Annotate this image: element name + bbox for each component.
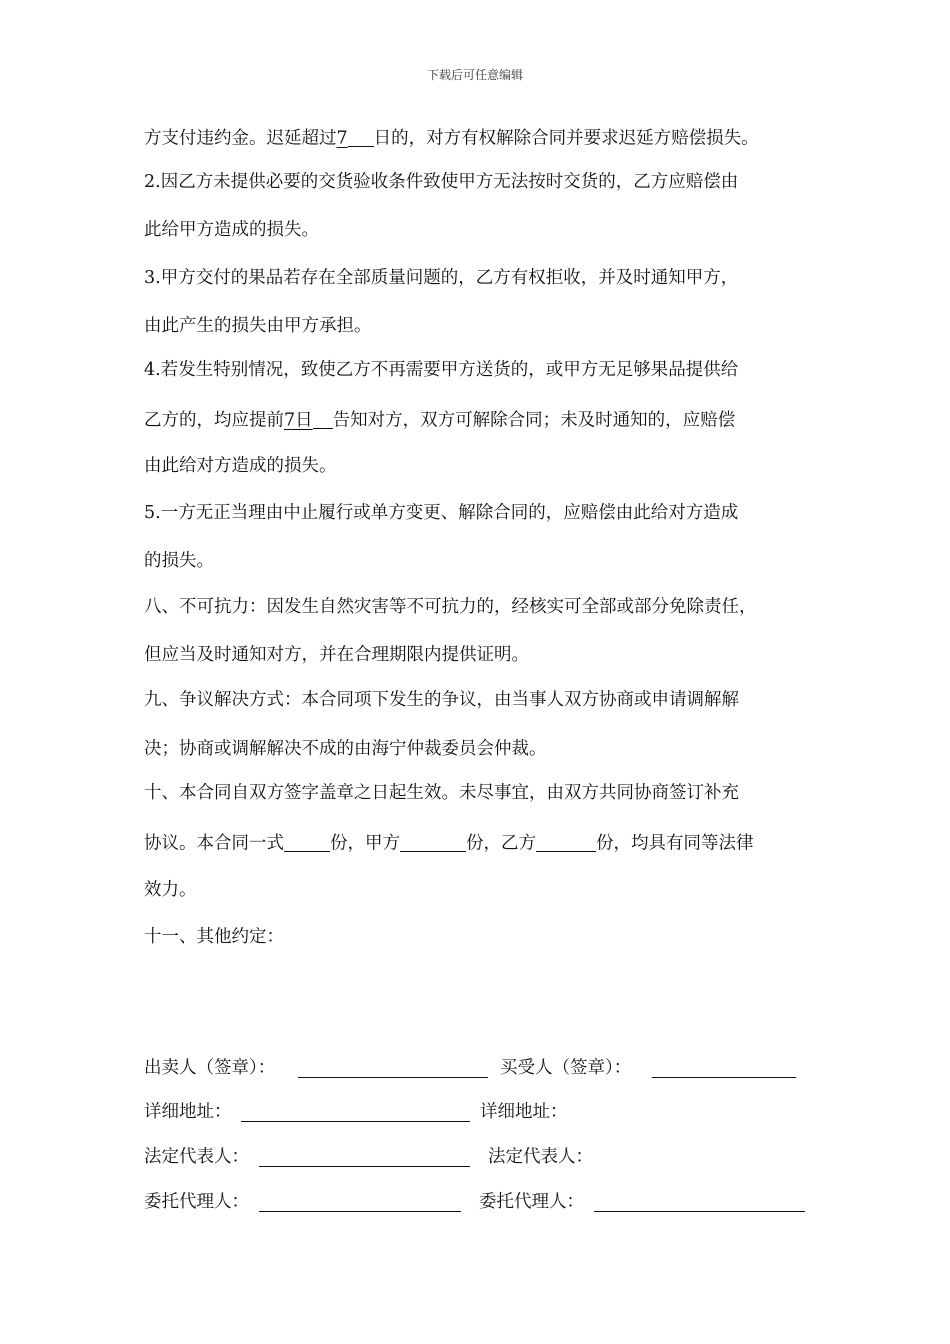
clause-line: 九、争议解决方式：本合同项下发生的争议，由当事人双方协商或申请调解解 [144, 690, 739, 710]
buyer-signature-line[interactable] [652, 1077, 796, 1078]
buyer-address-label: 详细地址： [480, 1102, 568, 1122]
seller-agent-label: 委托代理人： [144, 1192, 249, 1212]
buyer-label: 买受人（签章）： [500, 1058, 632, 1078]
clause-text: 份，均具有同等法律 [596, 833, 754, 854]
seller-address-label: 详细地址： [144, 1102, 232, 1122]
clause-text: 份，乙方 [466, 833, 536, 854]
buyer-agent-label: 委托代理人： [479, 1192, 584, 1212]
notice-days-value: 7日 [284, 410, 313, 431]
seller-legal-rep-line[interactable] [259, 1166, 470, 1167]
copies-party-a-blank[interactable] [400, 833, 466, 852]
seller-label: 出卖人（签章）： [144, 1058, 276, 1078]
clause-line: 八、不可抗力：因发生自然灾害等不可抗力的，经核实可全部或部分免除责任， [144, 597, 757, 617]
clause-line: 的损失。 [144, 551, 214, 571]
clause-line: 十、本合同自双方签字盖章之日起生效。未尽事宜，由双方共同协商签订补充 [144, 783, 739, 803]
seller-address-line[interactable] [241, 1121, 470, 1122]
clause-line: 效力。 [144, 880, 197, 900]
clause-text: 协议。本合同一式 [144, 833, 284, 854]
clause-text: 告知对方，双方可解除合同；未及时通知的，应赔偿 [332, 410, 736, 431]
clause-line: 决；协商或调解解决不成的由海宁仲裁委员会仲裁。 [144, 739, 547, 759]
clause-line: 此给甲方造成的损失。 [144, 220, 319, 240]
buyer-legal-rep-label: 法定代表人： [488, 1147, 593, 1167]
clause-line [144, 410, 735, 430]
clause-line: 5.一方无正当理由中止履行或单方变更、解除合同的，应赔偿由此给对方造成 [144, 503, 739, 523]
clause-line [144, 128, 759, 148]
clause-line: 十一、其他约定： [144, 927, 284, 947]
seller-signature-line[interactable] [298, 1077, 488, 1078]
clause-line: 4.若发生特别情况，致使乙方不再需要甲方送货的，或甲方无足够果品提供给 [144, 360, 739, 380]
clause-line: 3.甲方交付的果品若存在全部质量问题的，乙方有权拒收，并及时通知甲方， [144, 268, 739, 288]
seller-agent-line[interactable] [259, 1211, 461, 1212]
page-header-note: 下载后可任意编辑 [426, 68, 523, 82]
clause-line: 由此给对方造成的损失。 [144, 456, 337, 476]
copies-party-b-blank[interactable] [536, 833, 596, 852]
clause-line [144, 833, 754, 853]
underline-blank [348, 128, 374, 147]
clause-line: 由此产生的损失由甲方承担。 [144, 316, 372, 336]
clause-text: 方支付违约金。迟延超过 [144, 128, 337, 149]
clause-text: 乙方的，均应提前 [144, 410, 284, 431]
buyer-agent-line[interactable] [594, 1211, 805, 1212]
copies-total-blank[interactable] [284, 833, 330, 852]
clause-text: 份，甲方 [330, 833, 400, 854]
clause-text: 日的，对方有权解除合同并要求迟延方赔偿损失。 [373, 128, 759, 149]
seller-legal-rep-label: 法定代表人： [144, 1147, 249, 1167]
clause-line: 但应当及时通知对方，并在合理期限内提供证明。 [144, 645, 529, 665]
overdue-days-value: 7 [336, 128, 348, 149]
underline-blank [313, 410, 333, 429]
clause-line: 2.因乙方未提供必要的交货验收条件致使甲方无法按时交货的，乙方应赔偿由 [144, 172, 739, 192]
